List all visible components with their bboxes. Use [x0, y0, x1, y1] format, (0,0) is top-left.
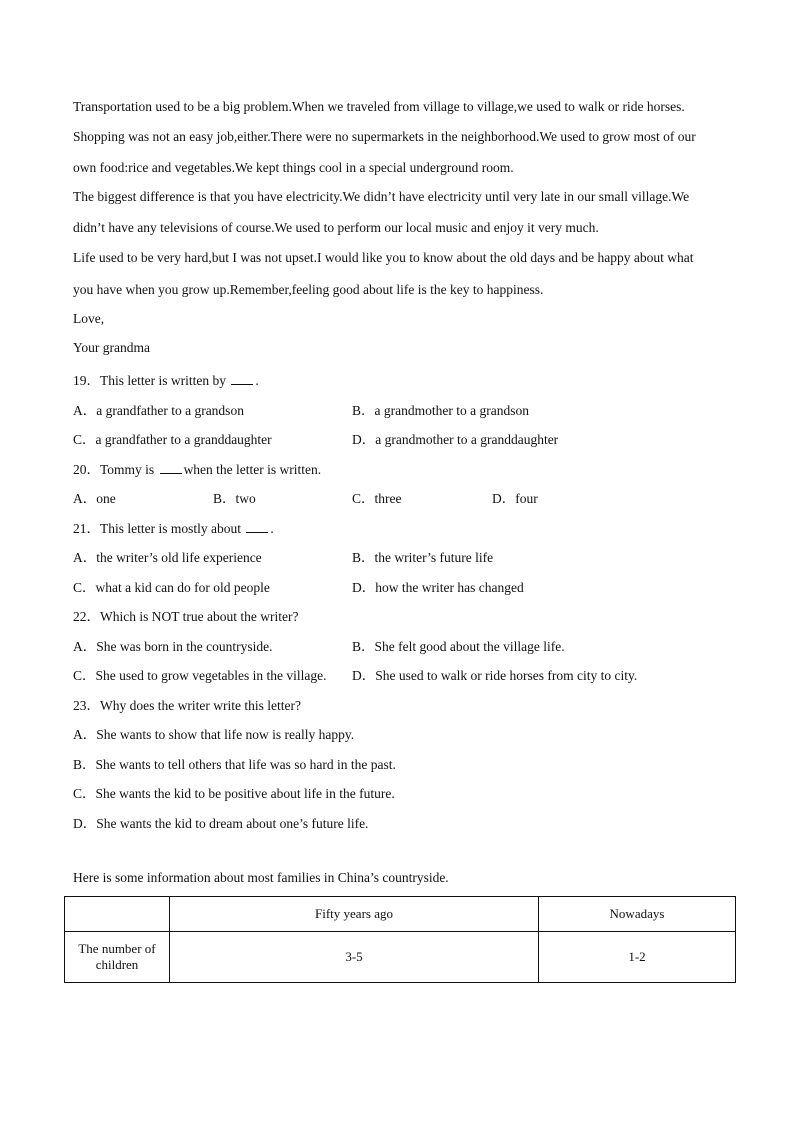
- option-20-c: C．three: [352, 491, 402, 506]
- question-stem-text: .: [270, 521, 274, 536]
- passage-line: Transportation used to be a big problem.When we traveled from village to village,we used to walk or ride horses.: [73, 99, 685, 114]
- option-21-d: D．how the writer has changed: [352, 580, 524, 595]
- letter-closing: Love,: [73, 311, 105, 326]
- info-table: [64, 896, 736, 983]
- table-header-cell: Nowadays: [539, 897, 736, 932]
- option-20-a: A．one: [73, 491, 116, 506]
- option-22-d: D．She used to walk or ride horses from city to city.: [352, 668, 638, 683]
- option-20-b: B．two: [213, 491, 256, 506]
- letter-signature: Your grandma: [73, 340, 150, 355]
- option-19-a: A．a grandfather to a grandson: [73, 403, 244, 418]
- table-row: [65, 932, 736, 983]
- option-23-c: C．She wants the kid to be positive about life in the future.: [73, 786, 395, 801]
- question-23-stem: 23．Why does the writer write this letter?: [73, 698, 301, 713]
- question-stem-text: 21．This letter is mostly about: [73, 521, 241, 536]
- answer-blank: [246, 520, 268, 533]
- passage-line: didn’t have any televisions of course.We used to perform our local music and enjoy it very much.: [73, 220, 599, 235]
- question-21-stem: [73, 517, 274, 537]
- option-21-b: B．the writer’s future life: [352, 550, 494, 565]
- question-20-stem: [73, 458, 321, 478]
- question-stem-text: 20．Tommy is: [73, 462, 155, 477]
- option-23-b: B．She wants to tell others that life was so hard in the past.: [73, 757, 396, 772]
- table-header-cell: Fifty years ago: [170, 897, 539, 932]
- table-cell: 1-2: [539, 932, 736, 983]
- option-22-b: B．She felt good about the village life.: [352, 639, 565, 654]
- info-intro: Here is some information about most families in China’s countryside.: [73, 870, 449, 885]
- table-header-row: [65, 897, 736, 932]
- answer-blank: [231, 372, 253, 385]
- table-cell: 3-5: [170, 932, 539, 983]
- table-header-cell: [65, 897, 170, 932]
- option-19-c: C．a grandfather to a granddaughter: [73, 432, 272, 447]
- option-23-d: D．She wants the kid to dream about one’s future life.: [73, 816, 369, 831]
- table-cell: The number of children: [65, 932, 170, 983]
- passage-line: Shopping was not an easy job,either.There were no supermarkets in the neighborhood.We used to grow most of our: [73, 129, 696, 144]
- question-stem-text: .: [255, 373, 259, 388]
- option-22-a: A．She was born in the countryside.: [73, 639, 273, 654]
- option-22-c: C．She used to grow vegetables in the village.: [73, 668, 327, 683]
- passage-line: own food:rice and vegetables.We kept things cool in a special underground room.: [73, 160, 514, 175]
- answer-blank: [160, 461, 182, 474]
- passage-line: you have when you grow up.Remember,feeling good about life is the key to happiness.: [73, 282, 544, 297]
- option-23-a: A．She wants to show that life now is really happy.: [73, 727, 355, 742]
- option-21-c: C．what a kid can do for old people: [73, 580, 270, 595]
- passage-line: Life used to be very hard,but I was not upset.I would like you to know about the old days and be happy about what: [73, 250, 694, 265]
- passage-line: The biggest difference is that you have electricity.We didn’t have electricity until very late in our small village.We: [73, 189, 690, 204]
- option-19-b: B．a grandmother to a grandson: [352, 403, 529, 418]
- question-19-stem: [73, 369, 259, 389]
- question-stem-text: 19．This letter is written by: [73, 373, 226, 388]
- question-stem-text: when the letter is written.: [183, 462, 322, 477]
- option-19-d: D．a grandmother to a granddaughter: [352, 432, 559, 447]
- question-22-stem: 22．Which is NOT true about the writer?: [73, 609, 299, 624]
- option-20-d: D．four: [492, 491, 538, 506]
- option-21-a: A．the writer’s old life experience: [73, 550, 262, 565]
